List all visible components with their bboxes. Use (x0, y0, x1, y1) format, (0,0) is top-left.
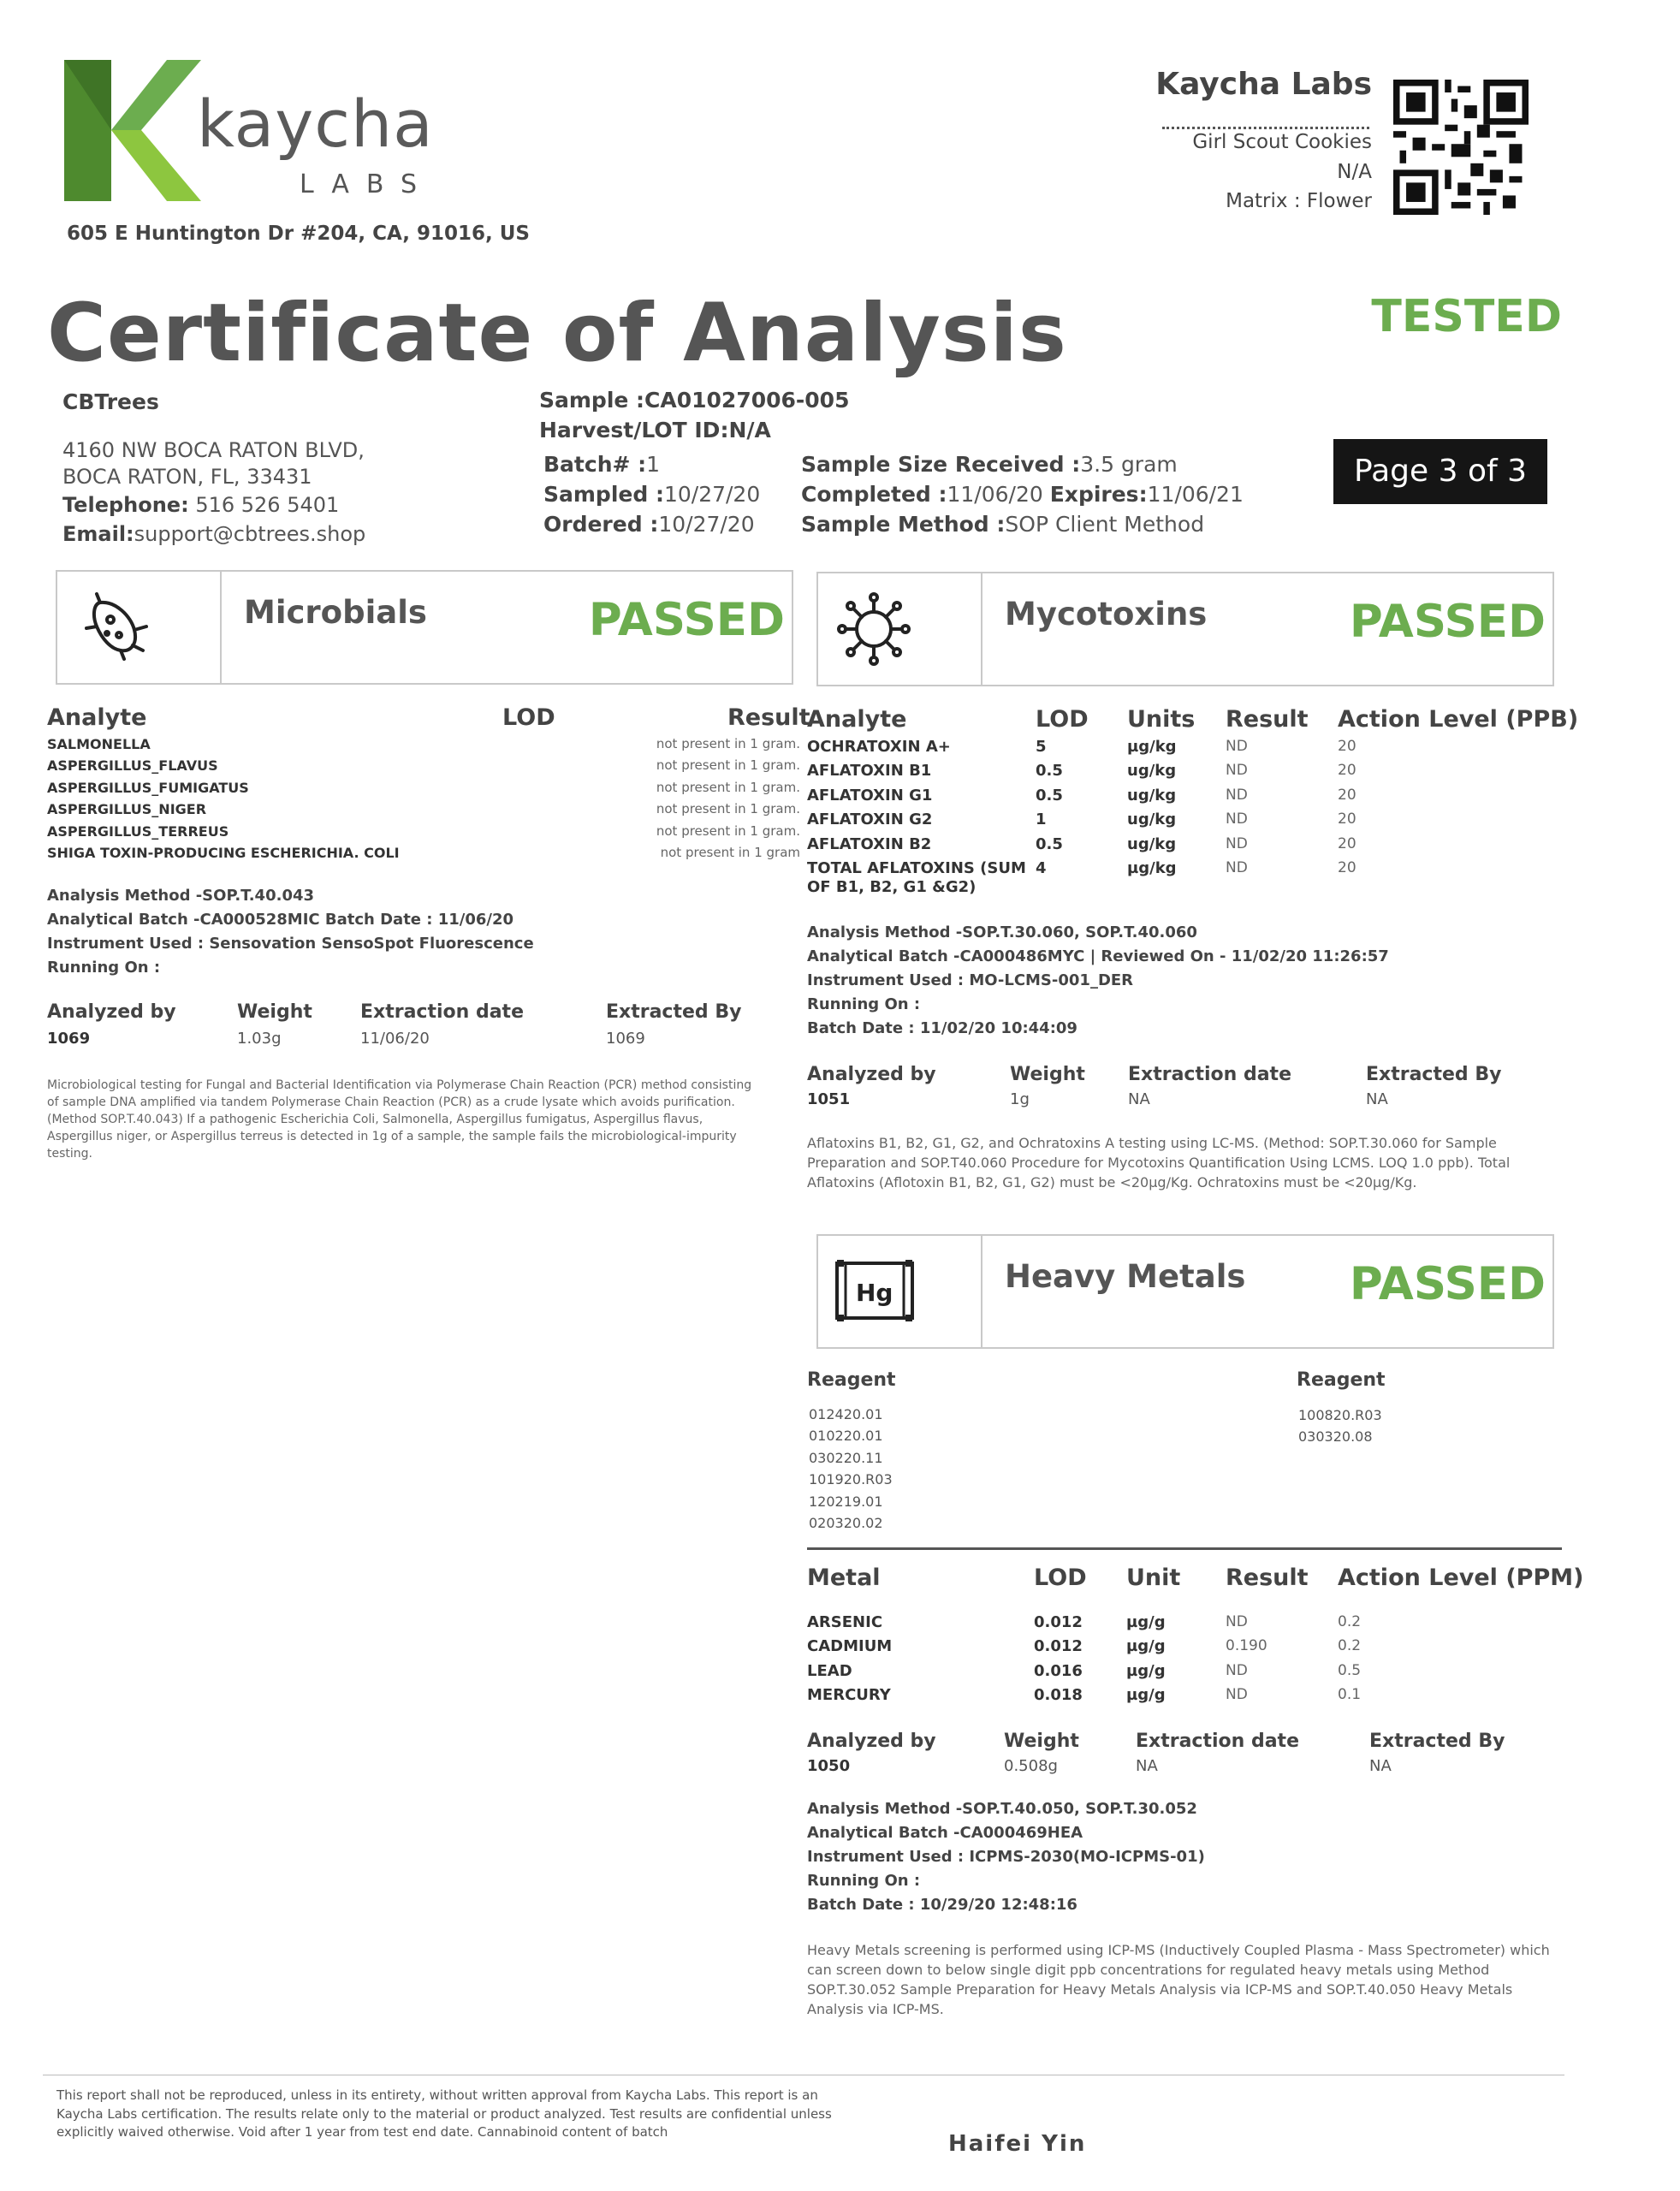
analyte-result: ND (1226, 834, 1248, 852)
batch-label: Batch# : (543, 452, 647, 477)
telephone-label: Telephone: (62, 493, 189, 517)
micro-ext-v2: 11/06/20 (360, 1030, 430, 1048)
logo-sub: LABS (300, 169, 435, 199)
micro-ext-h2: Extraction date (360, 1001, 524, 1023)
heavy-metals-title: Heavy Metals (1005, 1258, 1246, 1295)
analyte-name: AFLATOXIN G2 (807, 810, 933, 829)
metal-name: MERCURY (807, 1686, 891, 1705)
table-row (47, 845, 800, 866)
microbials-rows (47, 736, 800, 866)
mycotoxins-title: Mycotoxins (1005, 596, 1208, 632)
myco-batch: Analytical Batch -CA000486MYC | Reviewed On - 11/02/20 11:26:57 (807, 947, 1389, 965)
micro-ext-h1: Weight (237, 1001, 312, 1023)
metal-result: ND (1226, 1686, 1248, 1704)
document-title: Certificate of Analysis (47, 287, 1067, 380)
metal-lod: 0.016 (1034, 1661, 1083, 1680)
completed-value: 11/06/20 (947, 482, 1043, 507)
micro-batch: Analytical Batch -CA000528MIC Batch Date : 11/06/20 (47, 911, 514, 929)
sample-method (801, 512, 1204, 537)
client-telephone (62, 493, 339, 517)
metal-unit: µg/g (1126, 1686, 1166, 1705)
table-row (807, 859, 1560, 902)
metal-ext-v1: 0.508g (1004, 1757, 1058, 1775)
myco-col-analyte: Analyte (807, 706, 907, 733)
table-row (807, 738, 1560, 762)
micro-method: Analysis Method -SOP.T.40.043 (47, 887, 315, 905)
metal-batch-date: Batch Date : 10/29/20 12:48:16 (807, 1896, 1077, 1914)
reagent-item: 020320.02 (809, 1515, 883, 1532)
product-sub: N/A (1337, 161, 1372, 183)
metal-name: LEAD (807, 1661, 852, 1680)
table-row (807, 835, 1560, 859)
heavy-metals-panel (816, 1234, 1554, 1349)
analyte-lod: 0.5 (1036, 786, 1063, 805)
analyte-name: ASPERGILLUS_NIGER (47, 801, 207, 818)
lab-address: 605 E Huntington Dr #204, CA, 91016, US (67, 223, 530, 245)
sample-id (539, 388, 849, 413)
lot-label: Harvest/LOT ID: (539, 418, 729, 442)
analyte-lod: 5 (1036, 738, 1047, 756)
myco-instrument: Instrument Used : MO-LCMS-001_DER (807, 971, 1134, 989)
myco-col-units: Units (1127, 706, 1196, 733)
table-row (807, 1637, 1560, 1661)
metal-ext-v3: NA (1369, 1757, 1392, 1775)
analyte-action: 20 (1338, 810, 1356, 828)
analyte-result: ND (1226, 858, 1248, 876)
micro-ext-v3: 1069 (606, 1030, 645, 1048)
metal-action: 0.2 (1338, 1613, 1362, 1630)
myco-col-lod: LOD (1036, 706, 1089, 733)
analyte-result: not present in 1 gram. (656, 736, 800, 751)
metal-action: 0.1 (1338, 1686, 1362, 1704)
ordered-label: Ordered : (543, 512, 659, 537)
metal-ext-h2: Extraction date (1136, 1731, 1299, 1752)
table-row (807, 1613, 1560, 1637)
reagent-item: 010220.01 (809, 1428, 883, 1445)
analyte-result: ND (1226, 810, 1248, 828)
client-address1: 4160 NW BOCA RATON BLVD, (62, 438, 365, 462)
reagent-item: 030220.11 (809, 1449, 883, 1466)
metal-running: Running On : (807, 1872, 921, 1890)
metal-col-action: Action Level (PPM) (1338, 1565, 1584, 1591)
page-indicator: Page 3 of 3 (1333, 439, 1547, 504)
heavy-metals-status: PASSED (1349, 1258, 1546, 1310)
analyte-lod: 0.5 (1036, 762, 1063, 781)
metal-batch: Analytical Batch -CA000469HEA (807, 1824, 1083, 1842)
metal-name: CADMIUM (807, 1637, 893, 1656)
reagent-label-right: Reagent (1297, 1369, 1386, 1391)
method-label: Sample Method : (801, 512, 1006, 537)
micro-ext-h0: Analyzed by (47, 1001, 176, 1023)
micro-ext-v1: 1.03g (237, 1030, 282, 1048)
micro-running: Running On : (47, 959, 161, 977)
telephone-value: 516 526 5401 (195, 493, 340, 517)
virus-icon (835, 591, 912, 668)
myco-ext-h3: Extracted By (1366, 1064, 1502, 1085)
micro-col-analyte: Analyte (47, 704, 147, 731)
myco-running: Running On : (807, 995, 921, 1013)
bacteria-icon (81, 591, 153, 662)
analyte-units: µg/kg (1127, 858, 1177, 877)
analyte-result: not present in 1 gram. (656, 822, 800, 839)
table-row (47, 823, 800, 845)
expires-value: 11/06/21 (1147, 482, 1244, 507)
analyte-name: AFLATOXIN B1 (807, 762, 932, 781)
metal-unit: µg/g (1126, 1637, 1166, 1656)
micro-note: Microbiological testing for Fungal and Bacterial Identification via Polymerase Chain Reaction (PCR) method consisting of sample DNA amplified via tandem Polymerase Chain Reaction (PCR) as a crude lysate which avoids purification. (Method SOP.T.40.043) If a pathogenic Escherichia Coli, Salmonella, Aspergillus fumigatus, Aspergillus flavus, Aspergillus niger, or Aspergillus terreus is detected in 1g of a sample, the sample fails the microbiological-impurity testing. (47, 1078, 752, 1161)
metal-lod: 0.012 (1034, 1613, 1083, 1631)
table-row (807, 1686, 1560, 1710)
analyte-name: SHIGA TOXIN-PRODUCING ESCHERICHIA. COLI (47, 844, 400, 861)
myco-ext-h2: Extraction date (1128, 1064, 1291, 1085)
metal-lod: 0.012 (1034, 1637, 1083, 1656)
metal-ext-v0: 1050 (807, 1757, 851, 1775)
completed-date (801, 482, 1244, 507)
analyte-lod: 1 (1036, 810, 1047, 829)
batch-value: 1 (646, 452, 661, 477)
metal-name: ARSENIC (807, 1613, 883, 1631)
client-name: CBTrees (62, 389, 159, 414)
myco-ext-v1: 1g (1010, 1090, 1030, 1108)
table-row (47, 780, 800, 801)
metal-ext-v2: NA (1136, 1757, 1158, 1775)
metal-col-result: Result (1226, 1565, 1309, 1591)
lab-name: Kaycha Labs (1155, 67, 1372, 102)
reagents-right-list (1298, 1404, 1382, 1448)
metals-rows (807, 1613, 1560, 1711)
analyte-units: µg/kg (1127, 738, 1177, 756)
micro-ext-v0: 1069 (47, 1030, 91, 1048)
analyte-result: not present in 1 gram. (656, 757, 800, 774)
ordered-date (543, 512, 755, 537)
metal-action: 0.5 (1338, 1661, 1362, 1679)
analyte-name: ASPERGILLUS_FUMIGATUS (47, 779, 249, 796)
table-row (47, 801, 800, 822)
analyte-action: 20 (1338, 786, 1356, 804)
metal-result: 0.190 (1226, 1637, 1267, 1655)
metal-col-unit: Unit (1126, 1565, 1181, 1591)
myco-ext-v2: NA (1128, 1090, 1150, 1108)
table-row (47, 757, 800, 779)
completed-label: Completed : (801, 482, 947, 507)
myco-note: Aflatoxins B1, B2, G1, G2, and Ochratoxins A testing using LC-MS. (Method: SOP.T.30.060 for Sample Preparation and SOP.T40.060 Procedure for Mycotoxins Quantification Using LCMS. LOQ 1.0 ppb). Total Aflatoxins (Aflotoxin B1, B2, G1, G2) must be <20µg/Kg. Ochratoxins must be <20µg/Kg. (807, 1135, 1511, 1191)
analyte-action: 20 (1338, 738, 1356, 755)
tested-badge: TESTED (1371, 291, 1562, 342)
matrix-label: Matrix : Flower (1226, 190, 1372, 212)
sampled-date (543, 482, 760, 507)
table-row (807, 762, 1560, 786)
sample-size (801, 452, 1178, 477)
reagent-item: 012420.01 (809, 1406, 883, 1422)
product-name: Girl Scout Cookies (1192, 131, 1372, 153)
metal-ext-h1: Weight (1004, 1731, 1079, 1752)
lot-value: N/A (728, 418, 771, 442)
metal-unit: µg/g (1126, 1613, 1166, 1631)
analyte-result: not present in 1 gram. (656, 779, 800, 795)
myco-ext-v0: 1051 (807, 1090, 851, 1108)
analyte-units: ug/kg (1127, 762, 1177, 781)
table-row (807, 810, 1560, 834)
expires-label: Expires: (1049, 482, 1148, 507)
reagent-item: 120219.01 (809, 1493, 883, 1510)
mycotoxins-rows (807, 738, 1560, 902)
analyte-result: not present in 1 gram. (656, 801, 800, 817)
metal-unit: µg/g (1126, 1661, 1166, 1680)
microbials-panel (56, 570, 793, 685)
ordered-value: 10/27/20 (658, 512, 755, 537)
microbials-title: Microbials (244, 594, 427, 631)
metal-ext-h0: Analyzed by (807, 1731, 936, 1752)
metal-lod: 0.018 (1034, 1686, 1083, 1705)
analyte-result: ND (1226, 786, 1248, 804)
analyte-name: AFLATOXIN B2 (807, 834, 932, 853)
reagent-item: 101920.R03 (809, 1471, 893, 1488)
analyte-action: 20 (1338, 858, 1356, 876)
metal-action: 0.2 (1338, 1637, 1362, 1655)
logo-word: kaycha (197, 86, 434, 162)
metal-result: ND (1226, 1661, 1248, 1679)
hg-icon-text: Hg (856, 1279, 893, 1307)
myco-ext-v3: NA (1366, 1090, 1388, 1108)
mycotoxins-panel (816, 572, 1554, 686)
analyte-result: ND (1226, 738, 1248, 755)
myco-ext-h0: Analyzed by (807, 1064, 936, 1085)
myco-batch-date: Batch Date : 11/02/20 10:44:09 (807, 1019, 1077, 1037)
analyte-result: not present in 1 gram (660, 844, 800, 860)
metal-note: Heavy Metals screening is performed using ICP-MS (Inductively Coupled Plasma - Mass Spectrometer) which can screen down to below single digit ppb concentrations for regulated heavy metals using Method SOP.T.30.052 Sample Preparation for Heavy Metals Analysis via ICP-MS and SOP.T.40.050 Heavy Metals Analysis via ICP-MS. (807, 1942, 1550, 2017)
micro-col-lod: LOD (502, 704, 555, 731)
table-row (807, 1662, 1560, 1686)
kaycha-logo (64, 60, 449, 205)
mycotoxins-status: PASSED (1349, 596, 1546, 648)
microbials-status: PASSED (588, 594, 785, 646)
metal-instrument: Instrument Used : ICPMS-2030(MO-ICPMS-01) (807, 1848, 1205, 1866)
analyte-action: 20 (1338, 834, 1356, 852)
sampled-value: 10/27/20 (663, 482, 761, 507)
batch-number (543, 452, 660, 477)
myco-col-result: Result (1226, 706, 1309, 733)
logo-k-mark-icon (64, 60, 201, 201)
method-value: SOP Client Method (1005, 512, 1205, 537)
metal-col-lod: LOD (1034, 1565, 1087, 1591)
footer-disclaimer: This report shall not be reproduced, unless in its entirety, without written approval from Kaycha Labs. This report is an Kaycha Labs certification. The results relate only to the material or product analyzed. Test results are confidential unless explicitly waived otherwise. Void after 1 year from test end date. Cannabinoid content of batch (56, 2087, 832, 2140)
myco-method: Analysis Method -SOP.T.30.060, SOP.T.40.060 (807, 923, 1197, 941)
analyte-lod: 0.5 (1036, 834, 1063, 853)
client-email (62, 522, 365, 546)
micro-col-result: Result (727, 704, 810, 731)
analyte-lod: 4 (1036, 858, 1047, 877)
email-label: Email: (62, 522, 134, 546)
sampled-label: Sampled : (543, 482, 664, 507)
lot-id (539, 418, 771, 442)
analyte-action: 20 (1338, 762, 1356, 780)
metals-divider (807, 1547, 1562, 1550)
reagents-left-list (809, 1404, 893, 1534)
size-label: Sample Size Received : (801, 452, 1081, 477)
analyte-name: AFLATOXIN G1 (807, 786, 933, 805)
myco-ext-h1: Weight (1010, 1064, 1085, 1085)
reagent-label-left: Reagent (807, 1369, 896, 1391)
analyte-name: OCHRATOXIN A+ (807, 738, 951, 756)
analyte-units: ug/kg (1127, 810, 1177, 829)
qr-code-icon (1393, 79, 1529, 216)
analyte-units: ug/kg (1127, 834, 1177, 853)
table-row (47, 736, 800, 757)
analyte-name: ASPERGILLUS_TERREUS (47, 822, 229, 840)
lab-divider (1162, 127, 1369, 129)
sample-label: Sample : (539, 388, 645, 413)
metal-ext-h3: Extracted By (1369, 1731, 1505, 1752)
myco-col-action: Action Level (PPB) (1338, 706, 1579, 733)
client-address2: BOCA RATON, FL, 33431 (62, 465, 312, 489)
analyte-name: SALMONELLA (47, 736, 151, 752)
analyte-name: TOTAL AFLATOXINS (SUM OF B1, B2, G1 &G2) (807, 858, 1026, 896)
reagent-item: 030320.08 (1298, 1428, 1373, 1446)
analyte-result: ND (1226, 762, 1248, 780)
micro-ext-h3: Extracted By (606, 1001, 742, 1023)
size-value: 3.5 gram (1080, 452, 1178, 477)
email-value: support@cbtrees.shop (134, 522, 366, 546)
metal-method: Analysis Method -SOP.T.40.050, SOP.T.30.052 (807, 1800, 1197, 1818)
sample-value: CA01027006-005 (644, 388, 850, 413)
reagent-item: 100820.R03 (1298, 1407, 1382, 1423)
metal-col-metal: Metal (807, 1565, 881, 1591)
micro-instrument: Instrument Used : Sensovation SensoSpot Fluorescence (47, 935, 534, 953)
signature-name: Haifei Yin (948, 2131, 1087, 2157)
analyte-units: ug/kg (1127, 786, 1177, 805)
metal-result: ND (1226, 1613, 1248, 1630)
analyte-name: ASPERGILLUS_FLAVUS (47, 757, 218, 775)
table-row (807, 787, 1560, 810)
